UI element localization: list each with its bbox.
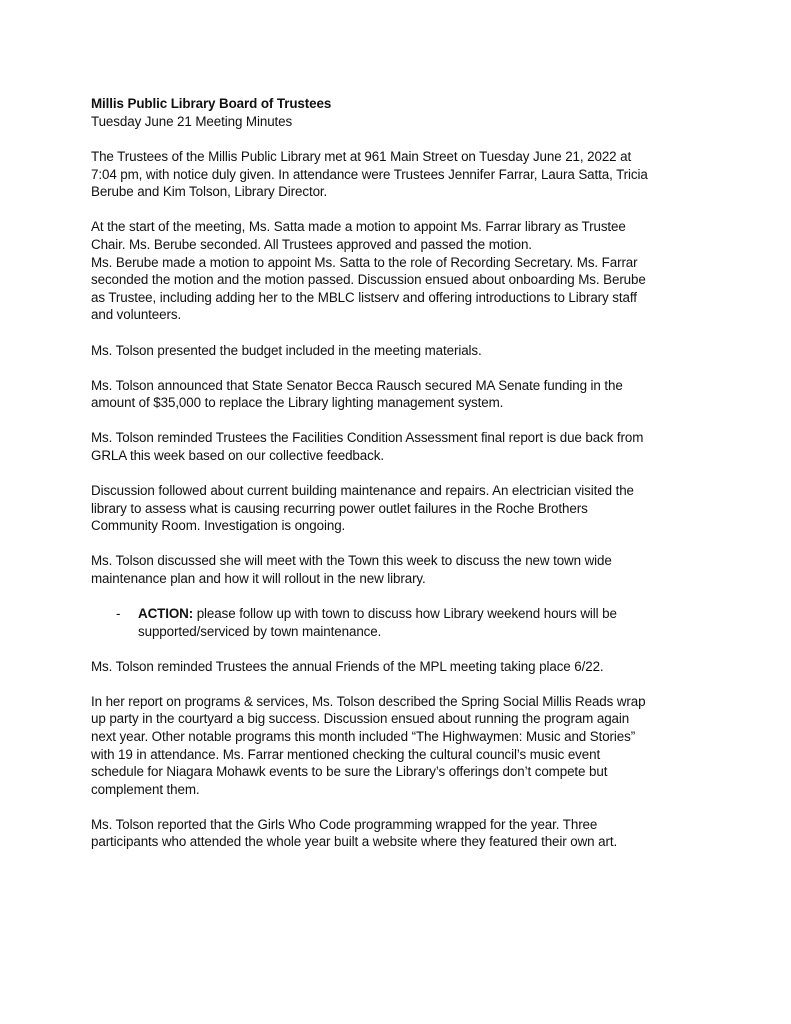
paragraph-line: GRLA this week based on our collective feedback. xyxy=(91,447,384,463)
paragraph-line: Discussion followed about current building maintenance and repairs. An electrician visited the xyxy=(91,483,634,498)
paragraph-line: with 19 in attendance. Ms. Farrar mentioned checking the cultural council’s music event xyxy=(91,746,601,762)
minutes-paragraph xyxy=(91,658,709,676)
action-text-line: supported/serviced by town maintenance. xyxy=(138,623,382,639)
action-bullet: - xyxy=(116,605,121,621)
paragraph-line: Ms. Tolson announced that State Senator Becca Rausch secured MA Senate funding in the xyxy=(91,377,623,393)
meeting-minutes xyxy=(91,95,709,869)
paragraph-line: seconded the motion and the motion passed. Discussion ensued about onboarding Ms. Berube xyxy=(91,272,646,288)
minutes-paragraph xyxy=(91,552,709,587)
document-title: Millis Public Library Board of Trustees xyxy=(91,96,332,111)
paragraph-line: Chair. Ms. Berube seconded. All Trustees approved and passed the motion. xyxy=(91,237,532,253)
minutes-paragraph xyxy=(91,429,709,464)
paragraph-line: up party in the courtyard a big success. Discussion ensued about running the program again xyxy=(91,711,630,727)
paragraph-line: At the start of the meeting, Ms. Satta made a motion to appoint Ms. Farrar library as Trustee xyxy=(91,219,626,235)
paragraph-line: maintenance plan and how it will rollout in the new library. xyxy=(91,570,426,586)
minutes-paragraph xyxy=(91,482,709,535)
minutes-paragraph xyxy=(91,816,709,851)
minutes-body-continued xyxy=(91,658,709,851)
paragraph-line: participants who attended the whole year built a website where they featured their own art. xyxy=(91,834,618,850)
action-text-line: please follow up with town to discuss how Library weekend hours will be xyxy=(193,605,617,621)
paragraph-line: Ms. Berube made a motion to appoint Ms. Satta to the role of Recording Secretary. Ms. Farrar xyxy=(91,254,638,270)
action-item xyxy=(91,605,709,640)
paragraph-line: as Trustee, including adding her to the MBLC listserv and offering introductions to Library staff xyxy=(91,289,637,305)
paragraph-line: schedule for Niagara Mohawk events to be sure the Library’s offerings don’t compete but xyxy=(91,764,608,780)
paragraph-line: Ms. Tolson presented the budget included in the meeting materials. xyxy=(91,342,482,358)
action-label: ACTION: xyxy=(138,605,194,621)
document-subtitle: Tuesday June 21 Meeting Minutes xyxy=(91,113,293,129)
paragraph-line: complement them. xyxy=(91,781,200,797)
paragraph-line: Community Room. Investigation is ongoing. xyxy=(91,518,346,534)
minutes-paragraph xyxy=(91,377,709,412)
paragraph-line: Ms. Tolson reported that the Girls Who Code programming wrapped for the year. Three xyxy=(91,816,598,832)
minutes-paragraph xyxy=(91,693,709,799)
minutes-body xyxy=(91,148,709,587)
minutes-paragraph xyxy=(91,148,709,201)
paragraph-line: amount of $35,000 to replace the Library lighting management system. xyxy=(91,395,504,411)
paragraph-line: Ms. Tolson reminded Trustees the annual Friends of the MPL meeting taking place 6/22. xyxy=(91,658,604,674)
paragraph-line: In her report on programs & services, Ms. Tolson described the Spring Social Millis Reads wrap xyxy=(91,693,646,709)
minutes-paragraph xyxy=(91,218,709,324)
paragraph-line: Berube and Kim Tolson, Library Director. xyxy=(91,184,328,200)
paragraph-line: Ms. Tolson discussed she will meet with the Town this week to discuss the new town wide xyxy=(91,553,612,569)
paragraph-line: and volunteers. xyxy=(91,307,182,323)
minutes-paragraph xyxy=(91,342,709,360)
paragraph-line: The Trustees of the Millis Public Library met at 961 Main Street on Tuesday June 21, 2022 at xyxy=(91,149,632,165)
paragraph-line: 7:04 pm, with notice duly given. In attendance were Trustees Jennifer Farrar, Laura Satta, Tricia xyxy=(91,166,648,182)
paragraph-line: next year. Other notable programs this month included “The Highwaymen: Music and Stories” xyxy=(91,728,636,744)
paragraph-line: Ms. Tolson reminded Trustees the Facilities Condition Assessment final report is due back from xyxy=(91,430,644,446)
paragraph-line: library to assess what is causing recurring power outlet failures in the Roche Brothers xyxy=(91,500,588,516)
